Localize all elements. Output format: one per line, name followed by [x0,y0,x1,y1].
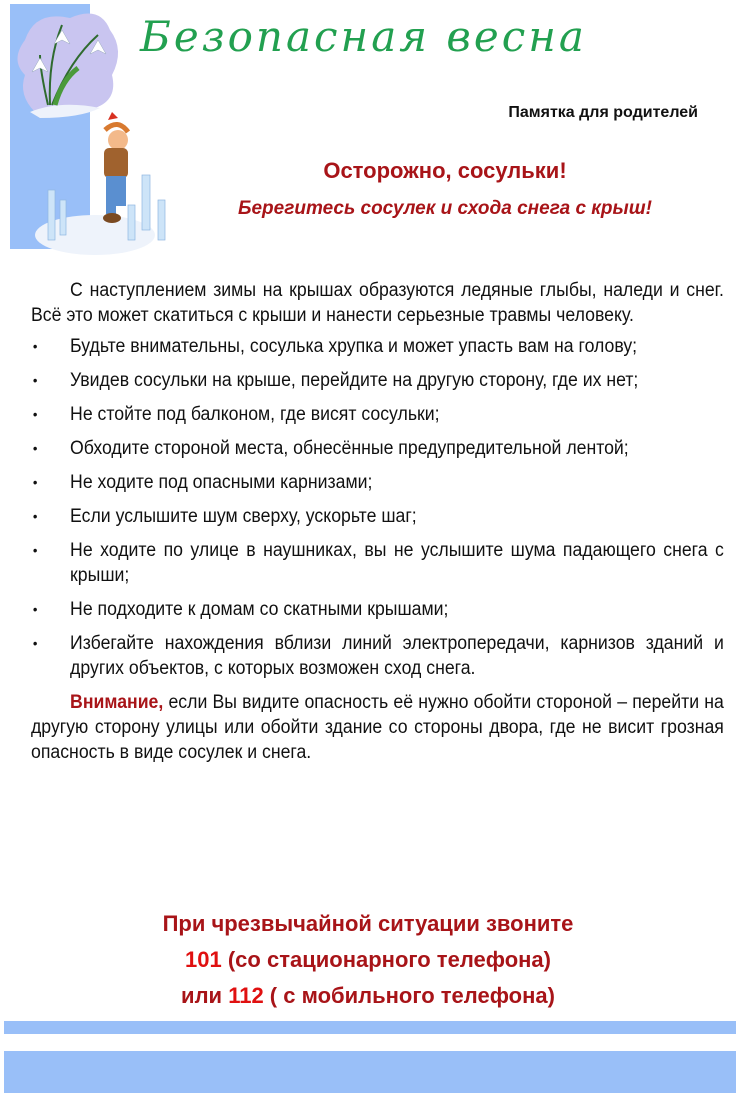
phone-number-112: 112 [228,983,264,1008]
bullet-icon: • [32,372,38,388]
list-item: • Не ходите по улице в наушниках, вы не услышите шума падающего снега с крыши; [32,540,724,586]
warning-word: Внимание, [70,692,164,713]
emergency-line-3: или 112 ( с мобильного телефона) [181,983,555,1008]
page-title: Безопасная весна [140,12,587,61]
bullet-icon: • [32,635,38,651]
bullet-icon: • [32,474,38,490]
phone-number-101: 101 [185,947,222,972]
memo-body [31,278,724,765]
subtitle: Памятка для родителей [508,104,698,121]
bullet-icon: • [32,338,38,354]
decorative-bar-top [4,1021,736,1034]
list-item: • Не стойте под балконом, где висят сосульки; [32,404,440,425]
bullet-icon: • [32,406,38,422]
bullet-icon: • [32,542,38,558]
list-item: • Избегайте нахождения вблизи линий электропередачи, карнизов зданий и других объектов, с которых возможен сход снега. [32,633,724,679]
list-item: • Обходите стороной места, обнесённые предупредительной лентой; [32,438,629,459]
list-item: • Увидев сосульки на крыше, перейдите на другую сторону, где их нет; [32,370,639,391]
safety-tips-list [31,334,724,681]
main-heading: Осторожно, сосульки! [323,158,567,183]
emergency-line-1: При чрезвычайной ситуации звоните [162,911,574,936]
emergency-line-2: 101 (со стационарного телефона) [185,947,551,972]
list-item: • Не подходите к домам со скатными крышами; [32,599,449,620]
list-item: • Не ходите под опасными карнизами; [32,472,373,493]
bullet-icon: • [32,440,38,456]
bullet-icon: • [32,601,38,617]
intro-paragraph: С наступлением зимы на крышах образуются ледяные глыбы, наледи и снег. Всё это может скатиться с крыши и нанести серьезные травмы человеку. [31,280,724,326]
decorative-bar-bottom [4,1051,736,1093]
warning-paragraph: Внимание, если Вы видите опасность её нужно обойти стороной – перейти на другую сторону улицы или обойти здание со стороны двора, где не висит грозная опасность в виде сосулек и снега. [31,692,724,763]
bullet-icon: • [32,508,38,524]
emergency-contacts [0,906,736,1014]
sub-heading: Берегитесь сосулек и схода снега с крыш! [238,198,652,219]
list-item: • Если услышите шум сверху, ускорьте шаг; [32,506,417,527]
list-item: • Будьте внимательны, сосулька хрупка и может упасть вам на голову; [32,336,638,357]
